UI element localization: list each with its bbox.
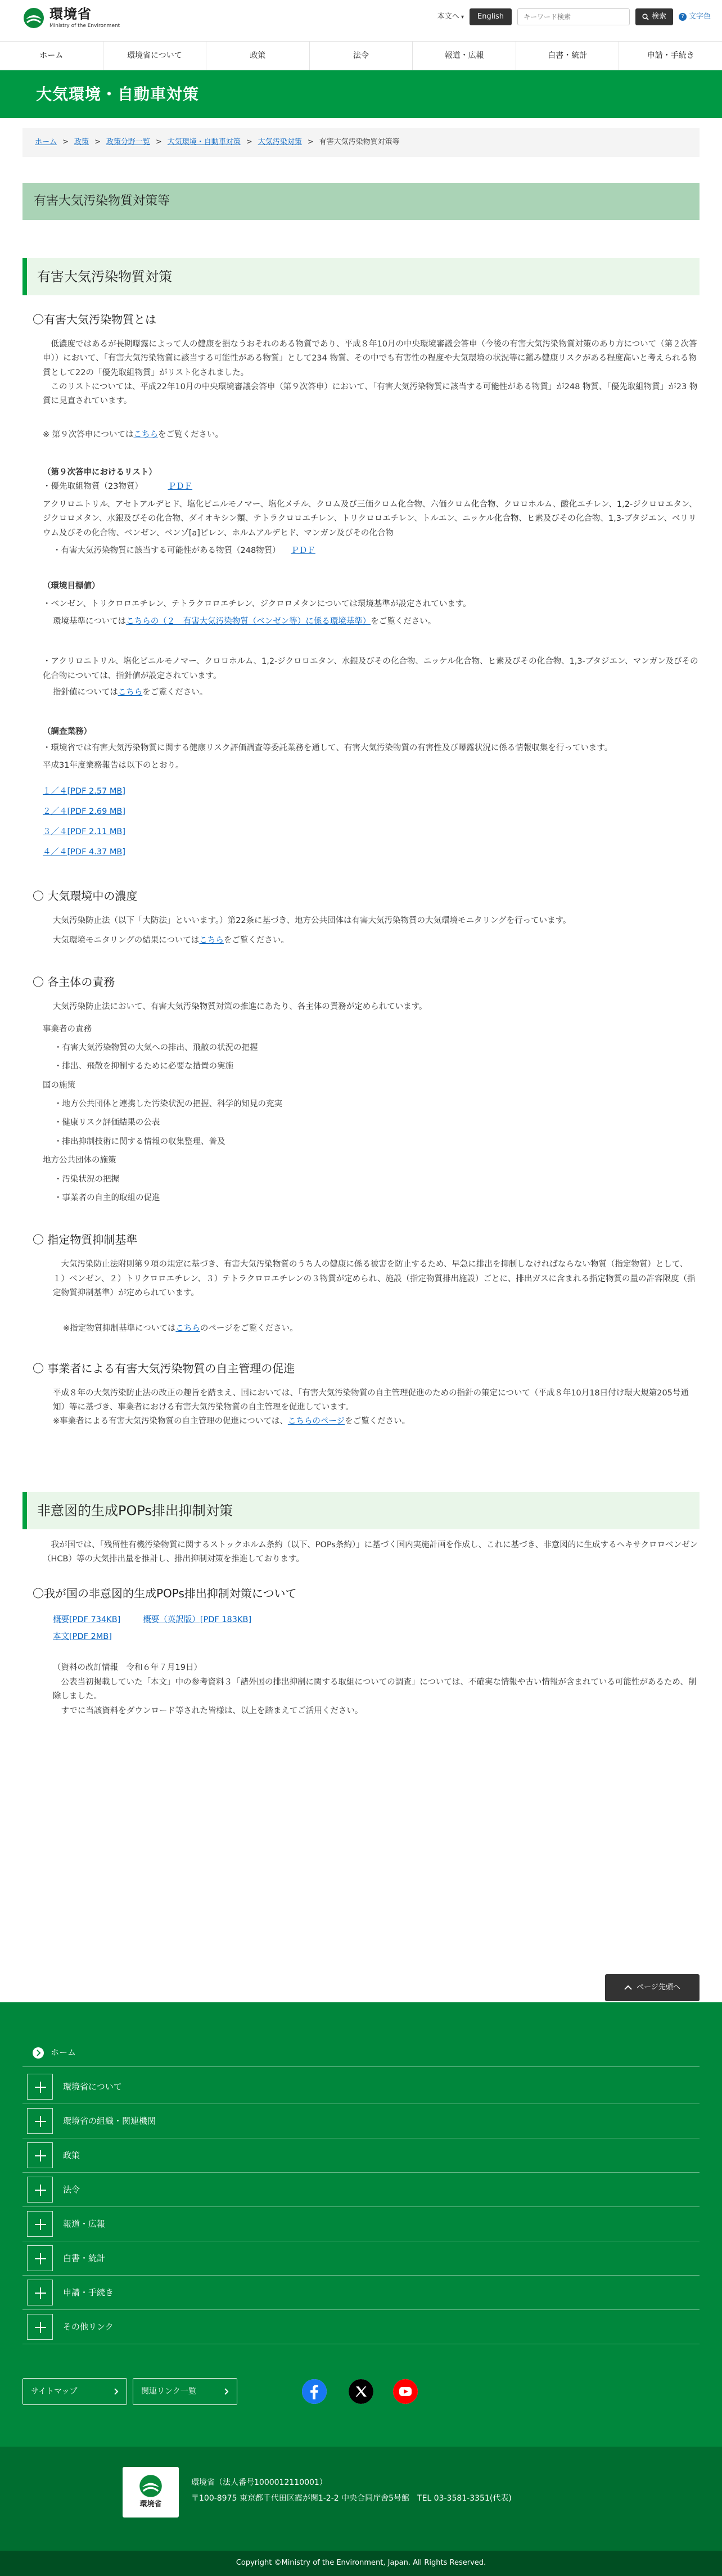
main-content — [0, 183, 722, 1718]
site-footer — [0, 2002, 722, 2551]
plus-icon — [27, 2280, 53, 2305]
chevron-right-icon — [224, 2388, 229, 2395]
heading-pops: 非意図的生成POPs排出抑制対策 — [22, 1492, 700, 1529]
guideline-p3: ・アクリロニトリル、塩化ビニルモノマー、クロロホルム、1,2-ジクロロエタン、水銀及びその化合物、ニッケル化合物、ヒ素及びその化合物、1,3-ブタジエン、マンガン及びその化合物については、指針値が設定されています。 — [43, 657, 698, 681]
x-icon[interactable] — [349, 2379, 373, 2404]
priority-pdf-link[interactable]: ＰＤＦ — [168, 482, 193, 492]
pops-rev-p1: 公表当初掲載していた「本文」中の参考資料３「諸外国の排出抑制に関する取組についての調査」については、不確実な情報や古い情報が含まれている可能性があるため、削除しました。 — [53, 1677, 697, 1701]
gnav-application[interactable]: 申請・手続き — [619, 42, 722, 70]
guideline-p2: 環境基準についてはこちらの（２ 有害大気汚染物質（ベンゼン等）に係る環境基準）をご覧ください。 — [53, 617, 436, 626]
resp-lists: 事業者の責務 ・有害大気汚染物質の大気への排出、飛散の状況の把握 ・排出、飛散を抑制するために必要な措置の実施 国の施策 ・地方公共団体と連携した汚染状況の把握、科学的知見の充実 ・健康リスク評価結果の公表 ・排出抑制技術に関する情報の収集整理、普及 地方公共団体の施策 ・汚染状況の把握 ・事業者の自主的取組の促進 — [43, 1024, 282, 1203]
footer-logo — [123, 2467, 179, 2518]
accessibility-link[interactable] — [679, 11, 711, 24]
guideline-link[interactable]: こちらの（２ 有害大気汚染物質（ベンゼン等）に係る環境基準） — [126, 617, 371, 626]
breadcrumb-home[interactable]: ホーム — [35, 138, 57, 146]
std-p2: ※指定物質抑制基準についてはこちらのページをご覧ください。 — [63, 1324, 298, 1334]
youtube-icon[interactable] — [393, 2379, 418, 2404]
note-9th-link[interactable]: こちら — [133, 430, 158, 439]
chevron-right-icon — [114, 2388, 119, 2395]
section-title: 有害大気汚染物質対策等 — [22, 183, 700, 220]
guideline-title: （環境目標値） — [43, 582, 100, 591]
logo-en: Ministry of the Environment — [49, 22, 120, 29]
survey-link-2[interactable]: ２／４[PDF 2.69 MB] — [43, 807, 126, 816]
plus-icon — [27, 2314, 53, 2340]
survey-p1: ・環境省では有害大気汚染物質に関する健康リスク評価調査等委託業務を通して、有害大気汚染物質の有害性及び曝露状況に係る情報収集を行っています。 — [43, 743, 613, 753]
gnav-home[interactable]: ホーム — [39, 51, 64, 60]
chevron-right-circle-icon — [31, 2046, 45, 2060]
breadcrumb-policy[interactable]: 政策 — [74, 138, 89, 146]
page-top-button[interactable] — [605, 1974, 700, 2001]
global-nav — [0, 41, 722, 70]
footer-acc-other[interactable]: その他リンク — [22, 2310, 700, 2344]
pops-p1: 我が国では、「残留性有機汚染物質に関するストックホルム条約（以下、POPs条約）」に基づく国内実施計画を作成し、これに基づき、非意図的に生成するヘキサクロロベンゼン（HCB）等の大気排出量を推計し、排出抑制対策を推進しております。 — [43, 1540, 698, 1564]
vol-link[interactable]: こちらのページ — [287, 1417, 345, 1426]
gnav-press[interactable]: 報道・広報 — [412, 42, 516, 70]
skip-to-content-link[interactable]: 本文へ ▾ — [437, 11, 464, 24]
english-button[interactable]: English — [470, 8, 512, 25]
plus-icon — [27, 2211, 53, 2237]
footer-acc-org[interactable]: 環境省の組織・関連機関 — [22, 2104, 700, 2138]
page-top-label: ページ先頭へ — [637, 1983, 680, 1992]
breadcrumb-air[interactable]: 大気環境・自動車対策 — [167, 138, 241, 146]
survey-link-4[interactable]: ４／４[PDF 4.37 MB] — [43, 848, 126, 857]
pops-body-link[interactable]: 本文[PDF 2MB] — [53, 1632, 112, 1641]
vol-p2: ※事業者による有害大気汚染物質の自主管理の促進については、こちらのページをご覧ください。 — [53, 1417, 410, 1426]
search-icon — [642, 13, 649, 20]
pops-rev-p2: すでに当該資料をダウンロード等された皆様は、以上を踏まえてご活用ください。 — [61, 1706, 363, 1715]
logo-mark-icon — [138, 2474, 163, 2498]
logo-mark-icon — [22, 7, 45, 29]
copyright: Copyright ©Ministry of the Environment, Japan. All Rights Reserved. — [0, 2551, 722, 2576]
related-links-button[interactable]: 関連リンク一覧 — [133, 2378, 237, 2405]
heading-responsibility: 〇 各主体の責務 — [33, 975, 115, 989]
survey-link-1[interactable]: １／４[PDF 2.57 MB] — [43, 786, 126, 796]
search-button-label: 検索 — [651, 12, 666, 21]
search-input[interactable] — [517, 8, 630, 25]
footer-acc-press[interactable]: 報道・広報 — [22, 2207, 700, 2241]
chevron-up-icon — [624, 1985, 632, 1990]
priority-label: ・優先取組物質（23物質） ＰＤＦ — [43, 482, 193, 492]
possible-label: ・有害大気汚染物質に該当する可能性がある物質（248物質） ＰＤＦ — [53, 546, 315, 555]
what-is-body: 低濃度ではあるが長期曝露によって人の健康を損なうおそれのある物質であり、平成８年10月の中央環境審議会答申（今後の有害大気汚染物質対策のあり方について（第２次答申））において、「有害大気汚染物質に該当する可能性がある物質」として234 物質、その中でも有害性の程度や大気環境の状況等に鑑み健康リスクがある程度高いと考えられる物質として22の「優先取組物質」がリスト化されました。 このリストについては、平成22年10月の中央環境審議会答申（第９次答申）において、「有害大気汚染物質に該当する可能性がある物質」が248 物質、「優先取組物質」が23 物質に見直されています。 — [43, 339, 698, 406]
plus-icon — [27, 2245, 53, 2271]
survey-p2: 平成31年度業務報告は以下のとおり。 — [43, 761, 184, 771]
survey-link-3[interactable]: ３／４[PDF 2.11 MB] — [43, 827, 126, 837]
heading-what-is: 〇有害大気汚染物質とは — [33, 312, 156, 326]
possible-pdf-link[interactable]: ＰＤＦ — [291, 546, 315, 555]
plus-icon — [27, 2108, 53, 2134]
gnav-law[interactable]: 法令 — [309, 42, 413, 70]
heading-designated-standard: 〇 指定物質抑制基準 — [33, 1233, 138, 1247]
guideline-p4-link[interactable]: こちら — [118, 688, 143, 697]
plus-icon — [27, 2074, 53, 2100]
breadcrumb-air-pollution[interactable]: 大気汚染対策 — [258, 138, 302, 146]
priority-list: アクリロニトリル、アセトアルデヒド、塩化ビニルモノマー、塩化メチル、クロム及び三価クロム化合物、六価クロム化合物、クロロホルム、酸化エチレン、1,2-ジクロロエタン、ジクロロメタン、水銀及びその化合物、ダイオキシン類、テトラクロロエチレン、トリクロロエチレン、トルエン、ニッケル化合物、ヒ素及びその化合物、1,3-ブタジエン、ベリリウム及びその化合物、ベンゼン、ベンゾ[a]ピレン、ホルムアルデヒド、マンガン及びその化合物 — [43, 499, 697, 538]
heading-pops-measures: 〇我が国の非意図的生成POPs排出抑制対策について — [33, 1586, 297, 1600]
footer-address: 環境省（法人番号1000012110001） 〒100-8975 東京都千代田区霞が関1-2-2 中央合同庁舎5号館 TEL 03-3581-3351(代表) — [191, 2478, 512, 2503]
search-button[interactable] — [635, 8, 673, 25]
breadcrumb: ホーム > 政策 > 政策分野一覧 > 大気環境・自動車対策 > 大気汚染対策 > 有害大気汚染物質対策等 — [22, 128, 700, 157]
pops-links — [53, 1611, 700, 1646]
std-link[interactable]: こちら — [175, 1324, 200, 1334]
site-header — [0, 0, 722, 41]
plus-icon — [27, 2142, 53, 2168]
conc-link[interactable]: こちら — [199, 936, 224, 945]
breadcrumb-current: 有害大気汚染物質対策等 — [319, 138, 400, 146]
accessibility-label: 文字色 — [688, 12, 711, 21]
conc-p2: 大気環境モニタリングの結果についてはこちらをご覧ください。 — [53, 936, 289, 945]
guideline-p1: ・ベンゼン、トリクロロエチレン、テトラクロロエチレン、ジクロロメタンについては環境基準が設定されています。 — [43, 599, 471, 609]
survey-links — [43, 781, 700, 863]
guideline-p4: 指針値についてはこちらをご覧ください。 — [53, 688, 208, 697]
breadcrumb-policy-list[interactable]: 政策分野一覧 — [106, 138, 150, 146]
gnav-policy[interactable]: 政策 — [206, 42, 309, 70]
pops-summary-en-link[interactable]: 概要（英訳版）[PDF 183KB] — [143, 1615, 252, 1624]
gnav-whitepaper[interactable]: 白書・統計 — [516, 42, 619, 70]
page-banner — [0, 70, 722, 118]
footer-acc-policy[interactable]: 政策 — [22, 2138, 700, 2173]
logo-jp: 環境省 — [49, 5, 92, 22]
gnav-about[interactable]: 環境省について — [103, 42, 206, 70]
plus-icon — [27, 2177, 53, 2203]
site-logo[interactable] — [22, 7, 120, 29]
conc-p1: 大気汚染防止法（以下「大防法」といいます。）第22条に基づき、地方公共団体は有害大気汚染物質の大気環境モニタリングを行っています。 — [53, 916, 571, 925]
heading-hazardous-measures: 有害大気汚染物質対策 — [22, 258, 700, 295]
sitemap-button[interactable]: サイトマップ — [22, 2378, 127, 2405]
note-9th: ※ 第９次答申についてはこちらをご覧ください。 — [43, 430, 223, 439]
accessibility-icon: ? — [679, 13, 687, 21]
footer-logo-label: 環境省 — [139, 2500, 162, 2509]
banner-title: 大気環境・自動車対策 — [36, 85, 200, 103]
footer-acc-application[interactable]: 申請・手続き — [22, 2276, 700, 2310]
vol-p1: 平成８年の大気汚染防止法の改正の趣旨を踏まえ、国においては、「有害大気汚染物質の自主管理促進のための指針の策定について（平成８年10月18日付け環大規第205号通知）等に基づき、事業者における有害大気汚染物質の自主管理を促進しています。 — [53, 1388, 689, 1412]
pops-summary-link[interactable]: 概要[PDF 734KB] — [53, 1615, 121, 1624]
facebook-icon[interactable] — [302, 2379, 327, 2404]
footer-acc-about[interactable]: 環境省について — [22, 2070, 700, 2104]
survey-title: （調査業務） — [43, 727, 92, 736]
footer-acc-whitepaper[interactable]: 白書・統計 — [22, 2241, 700, 2276]
footer-home-link[interactable]: ホーム — [22, 2039, 700, 2067]
footer-bottom — [0, 2447, 722, 2551]
std-p1: 大気汚染防止法附則第９項の規定に基づき、有害大気汚染物質のうち人の健康に係る被害を防止するため、早急に排出を抑制しなければならない物質（指定物質）として、１）ベンゼン、２）トリクロロエチレン、３）テトラクロロエチレンの３物質が定められ、施設（指定物質排出施設）ごとに、排出ガスに含まれる指定物質の量の許容限度（指定物質抑制基準）が定められています。 — [53, 1260, 696, 1298]
list-title: （第９次答申におけるリスト） — [43, 468, 157, 477]
heading-concentration: 〇 大気環境中の濃度 — [33, 889, 138, 903]
resp-p1: 大気汚染防止法において、有害大気汚染物質対策の推進にあたり、各主体の責務が定められています。 — [53, 1002, 427, 1012]
pops-revision: （資料の改訂情報 令和６年７月19日） — [53, 1663, 202, 1673]
footer-acc-law[interactable]: 法令 — [22, 2173, 700, 2207]
heading-voluntary: 〇 事業者による有害大気汚染物質の自主管理の促進 — [33, 1361, 295, 1375]
